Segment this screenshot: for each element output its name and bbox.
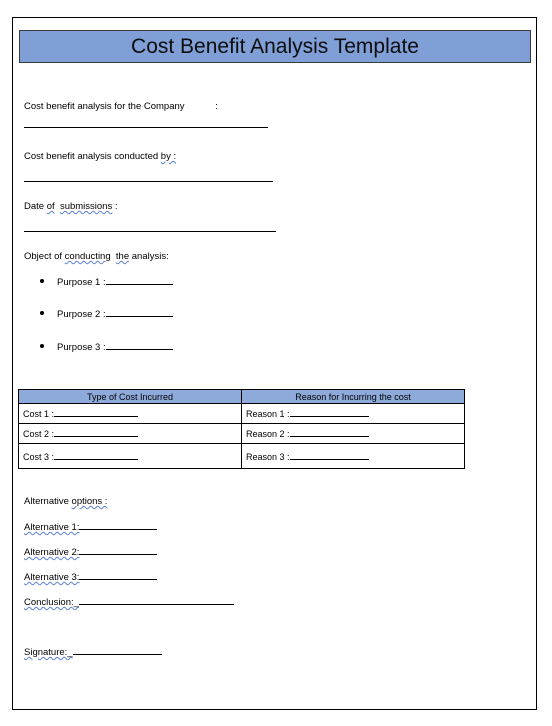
date-of-word: of — [46, 201, 55, 212]
bullet-icon — [40, 344, 44, 348]
company-colon: : — [215, 101, 218, 112]
conducted-by-label — [24, 151, 176, 162]
reason-label: Reason 1 : — [246, 409, 290, 419]
purpose-item-1 — [40, 276, 173, 288]
alternative-blank-line[interactable] — [79, 546, 157, 555]
reason-label: Reason 3 : — [246, 451, 290, 462]
bullet-icon — [40, 279, 44, 283]
purpose-blank-line[interactable] — [106, 276, 173, 285]
table-row — [19, 444, 465, 469]
cost-label: Cost 3 : — [23, 451, 55, 462]
cost-blank-line[interactable] — [54, 408, 138, 417]
alternative-options-suffix: options : — [71, 496, 108, 507]
conducted-by-suffix: by : — [160, 151, 177, 162]
company-label-text: Cost benefit analysis for the Company — [24, 101, 185, 112]
reason-blank-line[interactable] — [290, 428, 369, 437]
cost-label: Cost 2 : — [23, 429, 55, 439]
alternative-blank-line[interactable] — [79, 571, 157, 580]
date-colon: : — [112, 201, 118, 212]
object-analysis-word: analysis: — [129, 251, 169, 262]
table-row — [19, 404, 465, 424]
object-of-analysis-label — [24, 251, 169, 262]
cost-blank-line[interactable] — [54, 428, 138, 437]
cost-table — [18, 389, 465, 469]
date-submissions-word: submissions — [59, 201, 113, 212]
reason-blank-line[interactable] — [290, 451, 369, 460]
purpose-item-3 — [40, 341, 173, 353]
date-input-line[interactable] — [24, 231, 276, 232]
conclusion-field — [24, 596, 234, 608]
purpose-blank-line[interactable] — [106, 341, 173, 350]
object-conducting-word: conducting — [64, 251, 111, 262]
purpose-label: Purpose 1 : — [57, 277, 106, 288]
table-row — [19, 424, 465, 444]
alternative-item-2 — [24, 546, 157, 558]
conclusion-label: Conclusion:_ — [24, 597, 79, 608]
alternative-label: Alternative 3: — [24, 572, 80, 583]
cost-blank-line[interactable] — [54, 451, 138, 460]
conducted-by-input-line[interactable] — [24, 181, 273, 182]
alternative-options-text: Alternative — [24, 496, 72, 507]
reason-label: Reason 2 : — [246, 429, 290, 439]
reason-cell[interactable] — [242, 444, 465, 469]
company-input-line[interactable] — [24, 127, 268, 128]
page-title: Cost Benefit Analysis Template — [19, 30, 531, 63]
reason-blank-line[interactable] — [290, 408, 369, 417]
cost-cell[interactable] — [19, 404, 242, 424]
reason-cell[interactable] — [242, 424, 465, 444]
conclusion-blank-line[interactable] — [79, 596, 234, 605]
purpose-blank-line[interactable] — [106, 308, 173, 317]
date-of-submissions-label — [24, 201, 118, 212]
alternative-options-heading — [24, 496, 107, 507]
table-header-row — [19, 390, 465, 404]
cost-label: Cost 1 : — [23, 409, 55, 419]
alternative-blank-line[interactable] — [79, 521, 157, 530]
cost-cell[interactable] — [19, 424, 242, 444]
bullet-icon — [40, 311, 44, 315]
date-text: Date — [24, 201, 47, 212]
object-text: Object of — [24, 251, 65, 262]
column-header-cost-type: Type of Cost Incurred — [19, 390, 242, 404]
alternative-item-3 — [24, 571, 157, 583]
reason-cell[interactable] — [242, 404, 465, 424]
alternative-label: Alternative 1: — [24, 522, 80, 533]
signature-blank-line[interactable] — [73, 646, 162, 655]
object-the-word: the — [115, 251, 130, 262]
signature-label: Signature:_ — [24, 647, 73, 658]
purpose-label: Purpose 2 : — [57, 309, 106, 320]
company-field-label — [24, 101, 218, 112]
alternative-item-1 — [24, 521, 157, 533]
purpose-item-2 — [40, 308, 173, 320]
conducted-by-text: Cost benefit analysis conducted — [24, 151, 161, 162]
purpose-label: Purpose 3 : — [57, 342, 106, 353]
alternative-label: Alternative 2: — [24, 547, 80, 558]
cost-cell[interactable] — [19, 444, 242, 469]
column-header-reason: Reason for Incurring the cost — [242, 390, 465, 404]
signature-field — [24, 646, 162, 658]
